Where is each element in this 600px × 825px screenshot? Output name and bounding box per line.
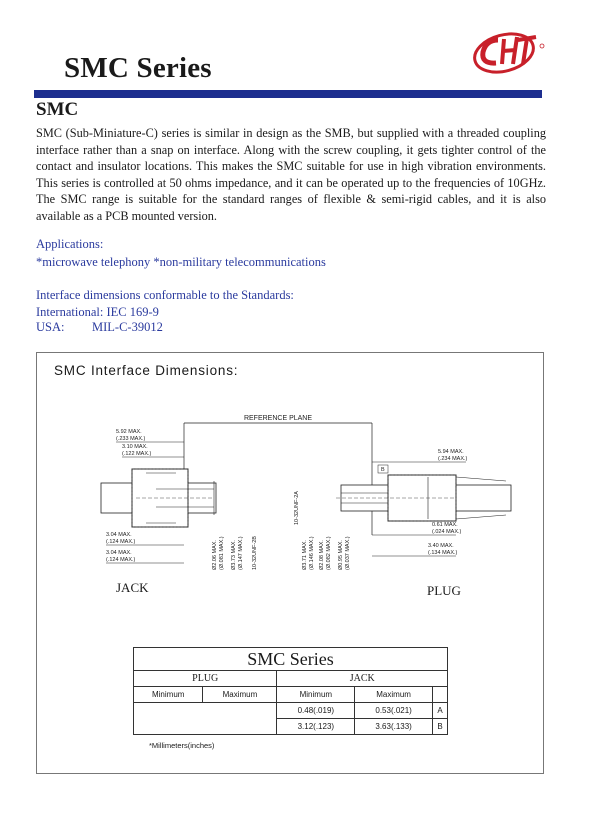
table-title: SMC Series — [134, 648, 448, 671]
units-note: *Millimeters(inches) — [149, 741, 215, 750]
jack-max-header: Maximum — [355, 687, 433, 703]
row-b-max: 3.63(.133) — [355, 719, 433, 735]
page-title: SMC Series — [64, 52, 212, 84]
row-a-ref: A — [433, 703, 448, 719]
title-rule — [34, 90, 542, 98]
plug-connector — [336, 475, 511, 521]
section-heading: SMC — [36, 99, 79, 120]
jack-label: JACK — [116, 580, 149, 595]
svg-text:Ø0.95 MAX.: Ø0.95 MAX. — [338, 540, 344, 570]
svg-text:B: B — [381, 467, 385, 473]
svg-text:Ø3.71 MAX.: Ø3.71 MAX. — [302, 540, 308, 570]
standards-international: International: IEC 169-9 — [36, 305, 159, 319]
jack-min-header: Minimum — [277, 687, 355, 703]
interface-drawing — [36, 385, 542, 585]
svg-text:3.04 MAX.: 3.04 MAX. — [106, 550, 132, 556]
plug-header: PLUG — [134, 671, 277, 687]
dimension-table — [133, 647, 448, 735]
svg-text:(.122 MAX.): (.122 MAX.) — [122, 451, 152, 457]
jack-connector — [101, 469, 216, 527]
table-row — [134, 703, 448, 719]
svg-text:Ø3.73 MAX.: Ø3.73 MAX. — [231, 540, 237, 570]
svg-text:(Ø.146 MAX.): (Ø.146 MAX.) — [309, 536, 315, 570]
svg-text:3.10 MAX.: 3.10 MAX. — [122, 444, 148, 450]
svg-text:(Ø.081 MAX.): (Ø.081 MAX.) — [219, 536, 225, 570]
row-b-min: 3.12(.123) — [277, 719, 355, 735]
svg-text:(Ø.147 MAX.): (Ø.147 MAX.) — [238, 536, 244, 570]
svg-text:(Ø.082 MAX.): (Ø.082 MAX.) — [326, 536, 332, 570]
svg-text:3.04 MAX.: 3.04 MAX. — [106, 532, 132, 538]
row-a-max: 0.53(.021) — [355, 703, 433, 719]
svg-text:Ø2.06 MAX.: Ø2.06 MAX. — [212, 540, 218, 570]
svg-text:5.92 MAX.: 5.92 MAX. — [116, 429, 142, 435]
svg-text:10-32UNF-2A: 10-32UNF-2A — [294, 491, 300, 525]
section-description: SMC (Sub-Miniature-C) series is similar in design as the SMB, but supplied with a threaded coupling interface rather than a snap on interface. Along with the screw coupling, it gets tighter control of the contact and insulator locations. This makes the SMC suitable for use in high vibration environments. This series is controlled at 50 ohms impedance, and it can be operated up to the frequencies of 10GHz. The SMC range is suitable for the standard ranges of flexible & semi-rigid cables, and it is also available as a PCB mounted version. — [36, 126, 546, 223]
svg-text:5.94 MAX.: 5.94 MAX. — [438, 449, 464, 455]
figure-title: SMC Interface Dimensions: — [54, 363, 239, 378]
svg-text:3.40 MAX.: 3.40 MAX. — [428, 543, 454, 549]
svg-text:(.134 MAX.): (.134 MAX.) — [428, 550, 458, 556]
svg-text:(.234 MAX.): (.234 MAX.) — [438, 456, 468, 462]
reference-plane-label: REFERENCE PLANE — [243, 415, 313, 422]
standards-usa-label: USA: — [36, 320, 65, 334]
applications-heading: Applications: — [36, 237, 104, 251]
applications-list: *microwave telephony *non-military telecommunications — [36, 255, 326, 269]
jack-header: JACK — [277, 671, 448, 687]
standards-usa-value: MIL-C-39012 — [92, 320, 163, 334]
plug-max-header: Maximum — [203, 687, 277, 703]
svg-text:(.124 MAX.): (.124 MAX.) — [106, 557, 136, 563]
svg-text:(.024 MAX.): (.024 MAX.) — [432, 529, 462, 535]
svg-text:0.61 MAX.: 0.61 MAX. — [432, 522, 458, 528]
svg-text:Ø2.08 MAX.: Ø2.08 MAX. — [319, 540, 325, 570]
svg-text:(.233 MAX.): (.233 MAX.) — [116, 436, 146, 442]
row-a-min: 0.48(.019) — [277, 703, 355, 719]
svg-text:10-32UNF-2B: 10-32UNF-2B — [252, 536, 258, 570]
svg-text:(.124 MAX.): (.124 MAX.) — [106, 539, 136, 545]
plug-label: PLUG — [427, 583, 461, 598]
plug-min-header: Minimum — [134, 687, 203, 703]
svg-text:(Ø.037 MAX.): (Ø.037 MAX.) — [345, 536, 351, 570]
company-logo — [468, 26, 548, 76]
row-b-ref: B — [433, 719, 448, 735]
standards-heading: Interface dimensions conformable to the Standards: — [36, 288, 294, 302]
